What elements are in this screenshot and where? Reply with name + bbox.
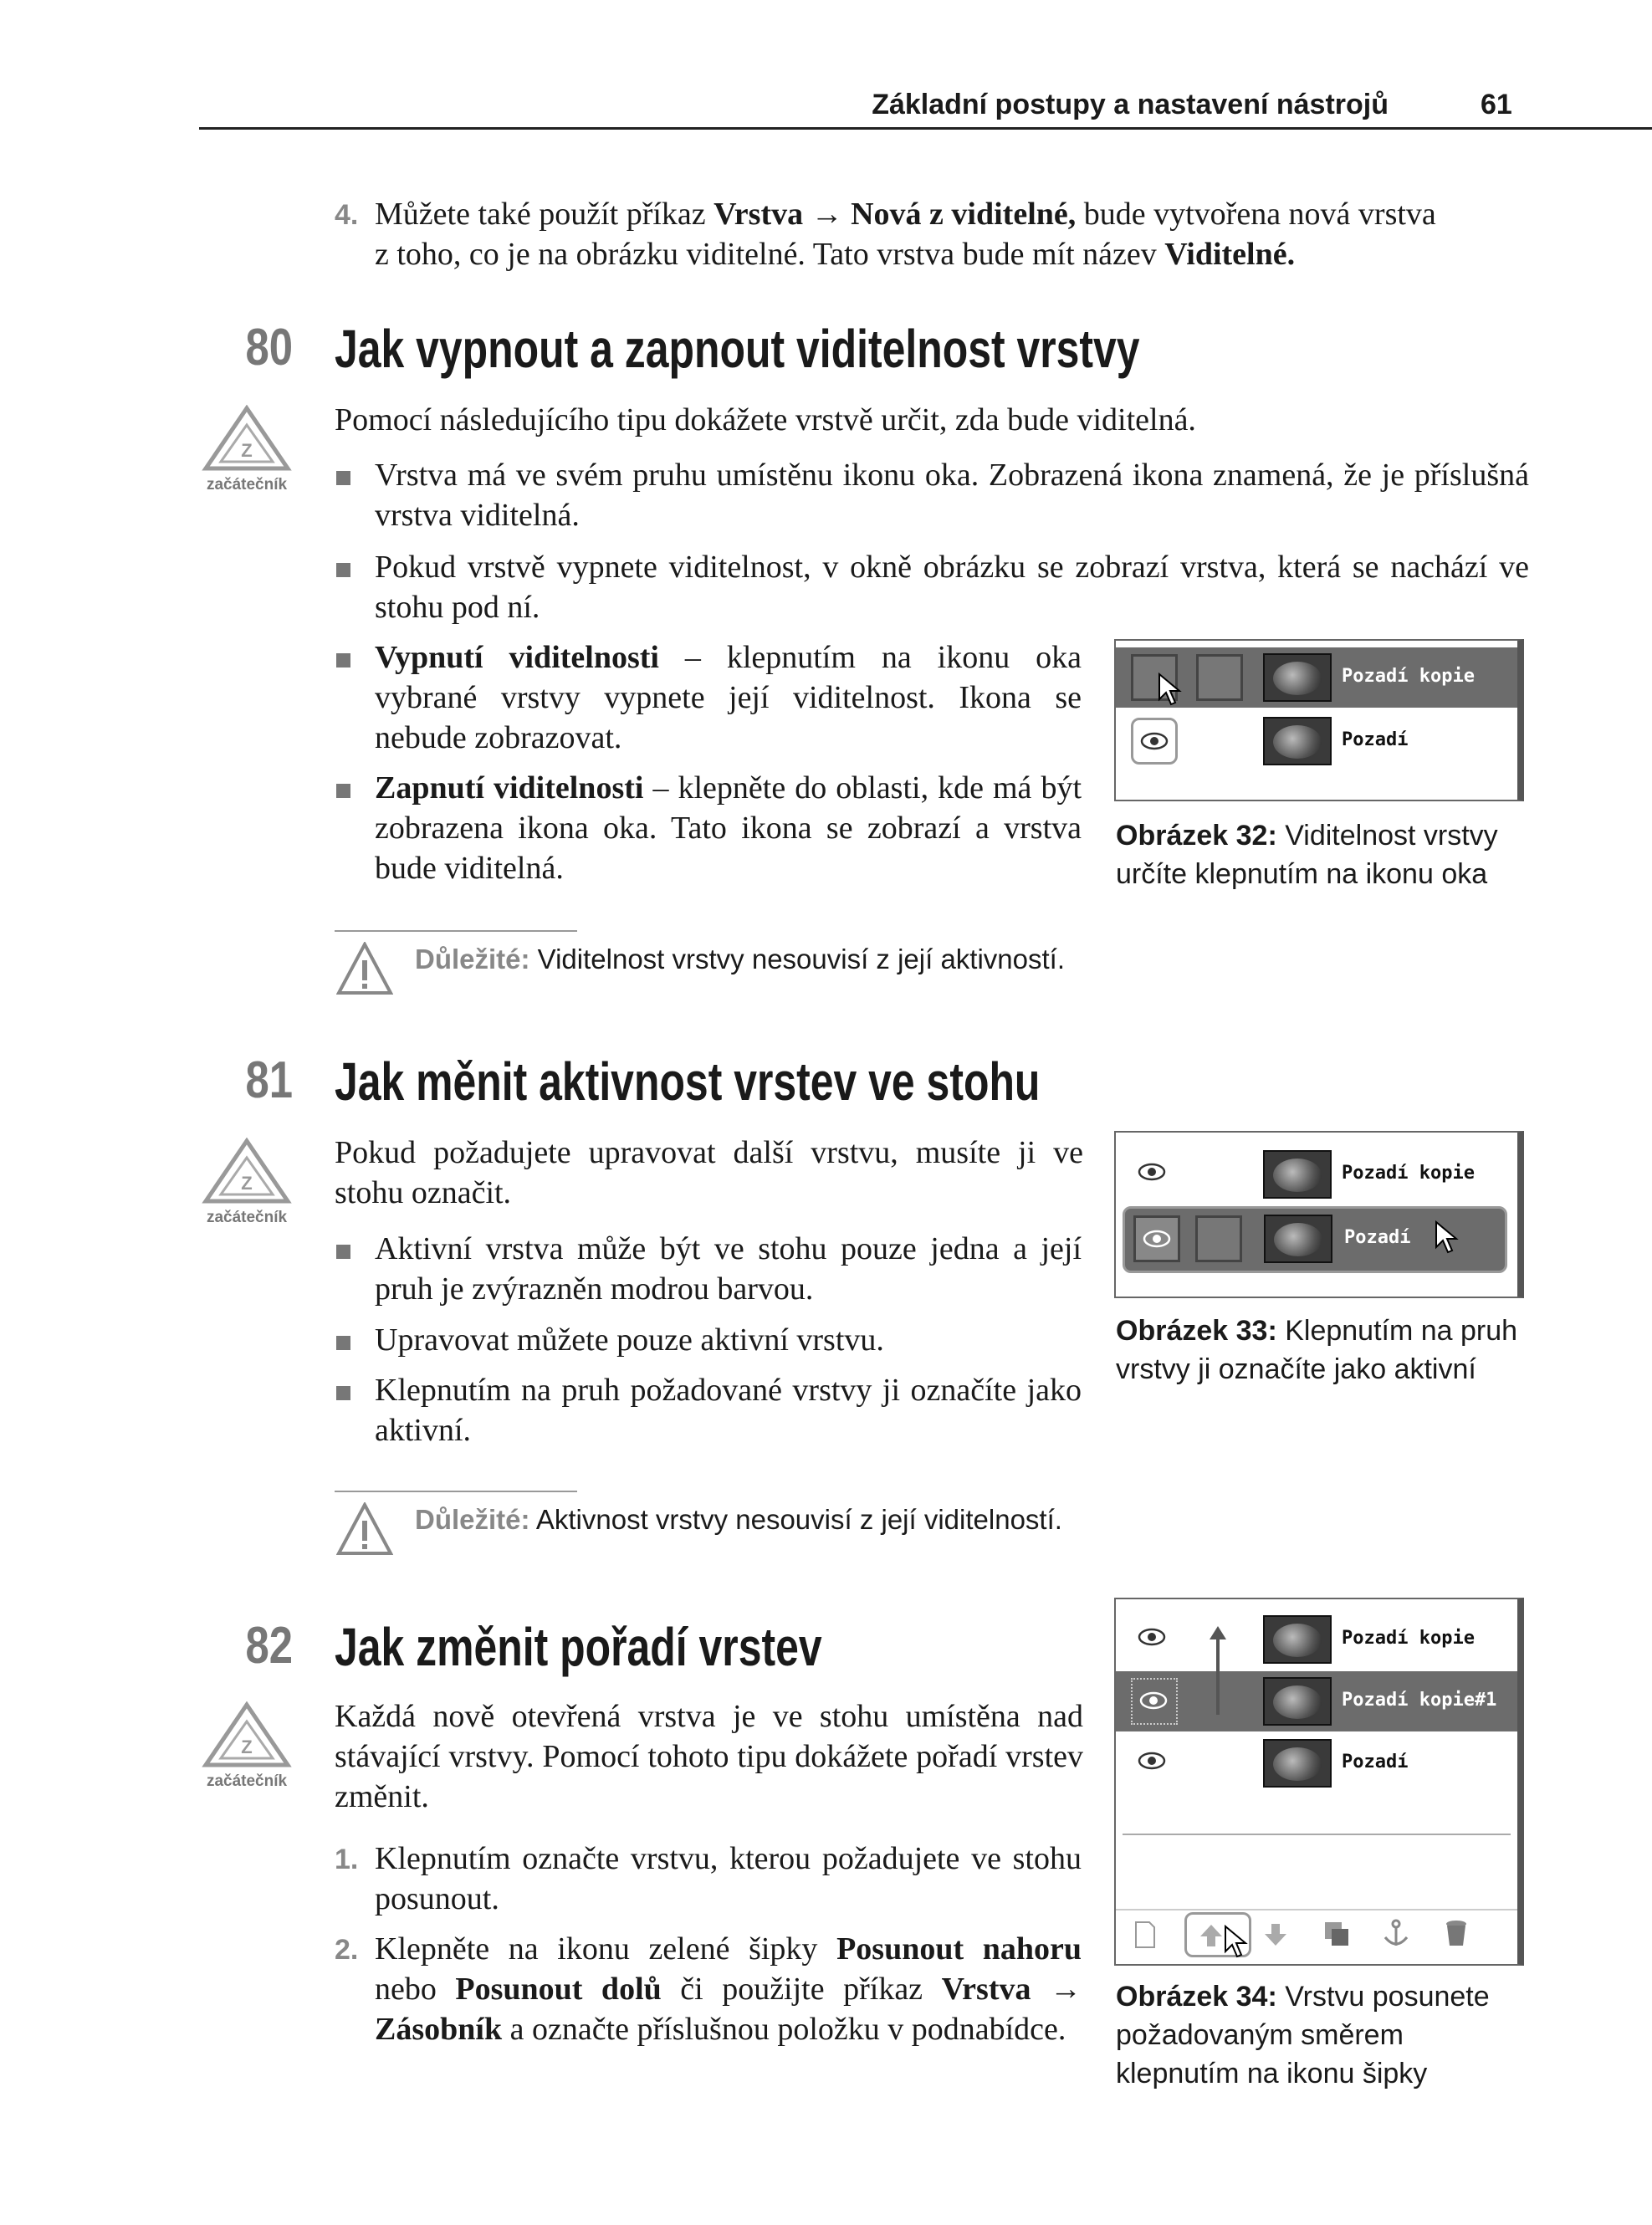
layer-name: Pozadí	[1342, 729, 1409, 750]
arrow-down-icon[interactable]	[1263, 1922, 1288, 1947]
tip-title: Jak změnit pořadí vrstev	[335, 1617, 822, 1677]
bullet-marker	[336, 563, 350, 577]
beginner-triangle-icon	[201, 1701, 293, 1768]
tip-number: 81	[245, 1051, 293, 1109]
layer-thumbnail	[1264, 1215, 1332, 1263]
arrow-up-icon	[1199, 1923, 1224, 1948]
layer-thumbnail	[1263, 653, 1332, 702]
bullet-item: Zapnutí viditelnosti – klepněte do oblasti, kde má být zobrazena ikona oka. Tato ikona se zobrazí a vrstva bude viditelná.	[375, 770, 1082, 886]
beginner-triangle-icon	[201, 405, 293, 472]
step-number: 2.	[335, 1934, 359, 1966]
figure-caption: Obrázek 33: Klepnutím na pruh vrstvy ji označíte jako aktivní	[1116, 1315, 1518, 1385]
layer-mask-box	[1196, 654, 1243, 701]
bullet-item: Upravovat můžete pouze aktivní vrstvu.	[375, 1322, 884, 1358]
layers-toolbar	[1116, 1909, 1517, 1959]
bullet-item: Pokud vrstvě vypnete viditelnost, v okně obrázku se zobrazí vrstva, která se nachází ve stohu pod ní.	[375, 550, 1529, 625]
duplicate-layer-icon[interactable]	[1323, 1921, 1352, 1947]
mouse-cursor-icon	[1435, 1220, 1460, 1254]
mouse-cursor-icon	[1158, 673, 1183, 706]
visibility-toggle[interactable]	[1131, 718, 1178, 765]
bullet-marker	[336, 784, 350, 798]
layer-thumbnail	[1263, 1150, 1332, 1199]
step-4-line-1: Můžete také použít příkaz Vrstva → Nová z viditelné, bude vytvořena nová vrstva	[375, 197, 1436, 232]
important-note: Důležité: Aktivnost vrstvy nesouvisí z její viditelností.	[415, 1504, 1062, 1535]
bullet-marker	[336, 1336, 350, 1350]
layer-name: Pozadí kopie	[1342, 1628, 1475, 1649]
panel-divider	[1123, 1834, 1511, 1835]
layer-name: Pozadí kopie	[1342, 1163, 1475, 1184]
badge-label: začátečník	[206, 476, 288, 494]
layer-row[interactable]	[1116, 647, 1517, 708]
visibility-toggle[interactable]	[1131, 1151, 1178, 1198]
header-rule	[199, 127, 1652, 130]
layers-panel-screenshot	[1114, 639, 1524, 801]
important-note: Důležité: Viditelnost vrstvy nesouvisí z její aktivností.	[415, 944, 1066, 974]
eye-icon	[1131, 1151, 1173, 1193]
step-4-line-2: z toho, co je na obrázku viditelné. Tato vrstva bude mít název Viditelné.	[375, 237, 1296, 272]
layer-row[interactable]	[1116, 1733, 1517, 1793]
layer-row-active[interactable]	[1123, 1206, 1507, 1273]
tip-number: 82	[245, 1617, 293, 1675]
step-number: 4.	[335, 199, 359, 231]
bullet-item: Vrstva má ve svém pruhu umístěnu ikonu oka. Zobrazená ikona znamená, že je příslušná vrstva viditelná.	[375, 458, 1529, 533]
eye-icon	[1131, 1740, 1173, 1782]
layer-row-active[interactable]	[1116, 1671, 1517, 1731]
visibility-toggle[interactable]	[1131, 1616, 1178, 1663]
note-rule	[335, 1491, 577, 1492]
beginner-triangle-icon	[201, 1138, 293, 1205]
anchor-icon[interactable]	[1382, 1919, 1410, 1949]
bullet-marker	[336, 471, 350, 485]
layer-row[interactable]	[1116, 711, 1517, 771]
tip-intro: Pokud požadujete upravovat další vrstvu, musíte ji ve stohu označit.	[335, 1135, 1083, 1210]
layer-name: Pozadí	[1344, 1227, 1411, 1248]
step-item: Klepněte na ikonu zelené šipky Posunout nahoru nebo Posunout dolů či použijte příkaz Vrstva → Zásobník a označte příslušnou položku v podnabídce.	[375, 1931, 1082, 2047]
tip-intro: Každá nově otevřená vrstva je ve stohu umístěna nad stávající vrstvy. Pomocí tohoto tipu dokážete pořadí vrstev změnit.	[335, 1699, 1083, 1814]
eye-icon	[1136, 1218, 1178, 1260]
tip-number: 80	[245, 319, 293, 376]
layer-row[interactable]	[1116, 1144, 1517, 1205]
badge-label: začátečník	[206, 1772, 288, 1790]
trash-icon[interactable]	[1444, 1919, 1469, 1949]
tip-intro: Pomocí následujícího tipu dokážete vrstvě určit, zda bude viditelná.	[335, 402, 1196, 437]
layer-name: Pozadí kopie	[1342, 666, 1475, 687]
eye-icon	[1131, 1616, 1173, 1658]
bullet-marker	[336, 1386, 350, 1400]
bullet-item: Klepnutím na pruh požadované vrstvy ji označíte jako aktivní.	[375, 1373, 1082, 1448]
note-rule	[335, 930, 577, 932]
warning-icon	[336, 1502, 393, 1556]
tip-title: Jak vypnout a zapnout viditelnost vrstvy	[335, 319, 1140, 379]
bullet-marker	[336, 1245, 350, 1259]
raise-layer-button[interactable]	[1184, 1912, 1251, 1957]
visibility-toggle[interactable]	[1131, 1678, 1178, 1725]
running-header-title: Základní postupy a nastavení nástrojů	[872, 89, 1389, 120]
eye-icon	[1133, 720, 1175, 762]
svg-text:Z: Z	[241, 440, 253, 461]
figure-caption: Obrázek 34: Vrstvu posunete požadovaným směrem klepnutím na ikonu šipky	[1116, 1981, 1490, 2089]
figure-caption: Obrázek 32: Viditelnost vrstvy určíte klepnutím na ikonu oka	[1116, 820, 1498, 890]
badge-label: začátečník	[206, 1209, 288, 1226]
layer-thumbnail	[1263, 1739, 1332, 1788]
visibility-toggle[interactable]	[1131, 1740, 1178, 1787]
bullet-item: Vypnutí viditelnosti – klepnutím na ikonu oka vybrané vrstvy vypnete její viditelnost. Ikona se nebude zobrazovat.	[375, 640, 1082, 755]
bullet-marker	[336, 653, 350, 668]
page-number: 61	[1481, 89, 1512, 120]
tip-title: Jak měnit aktivnost vrstev ve stohu	[335, 1051, 1041, 1112]
layer-thumbnail	[1263, 1677, 1332, 1726]
bullet-item: Aktivní vrstva může být ve stohu pouze jedna a její pruh je zvýrazněn modrou barvou.	[375, 1231, 1082, 1307]
step-item: Klepnutím označte vrstvu, kterou požadujete ve stohu posunout.	[375, 1841, 1082, 1916]
layers-panel-screenshot	[1114, 1598, 1524, 1966]
layer-thumbnail	[1263, 717, 1332, 765]
layer-mask-box	[1195, 1215, 1242, 1262]
svg-text:Z: Z	[241, 1737, 253, 1757]
layer-name: Pozadí	[1342, 1752, 1409, 1772]
eye-icon	[1133, 1680, 1174, 1721]
new-layer-icon[interactable]	[1133, 1921, 1158, 1949]
beginner-badge	[201, 405, 293, 494]
layers-panel-screenshot	[1114, 1131, 1524, 1298]
move-up-arrow-icon	[1208, 1624, 1228, 1716]
visibility-toggle[interactable]	[1133, 1215, 1180, 1262]
mouse-cursor-icon	[1224, 1925, 1249, 1958]
layer-row[interactable]	[1116, 1609, 1517, 1670]
warning-icon	[336, 942, 393, 995]
beginner-badge	[201, 1701, 293, 1791]
step-number: 1.	[335, 1844, 359, 1875]
layer-name: Pozadí kopie#1	[1342, 1690, 1497, 1711]
layer-thumbnail	[1263, 1615, 1332, 1664]
beginner-badge	[201, 1138, 293, 1227]
svg-text:Z: Z	[241, 1173, 253, 1194]
